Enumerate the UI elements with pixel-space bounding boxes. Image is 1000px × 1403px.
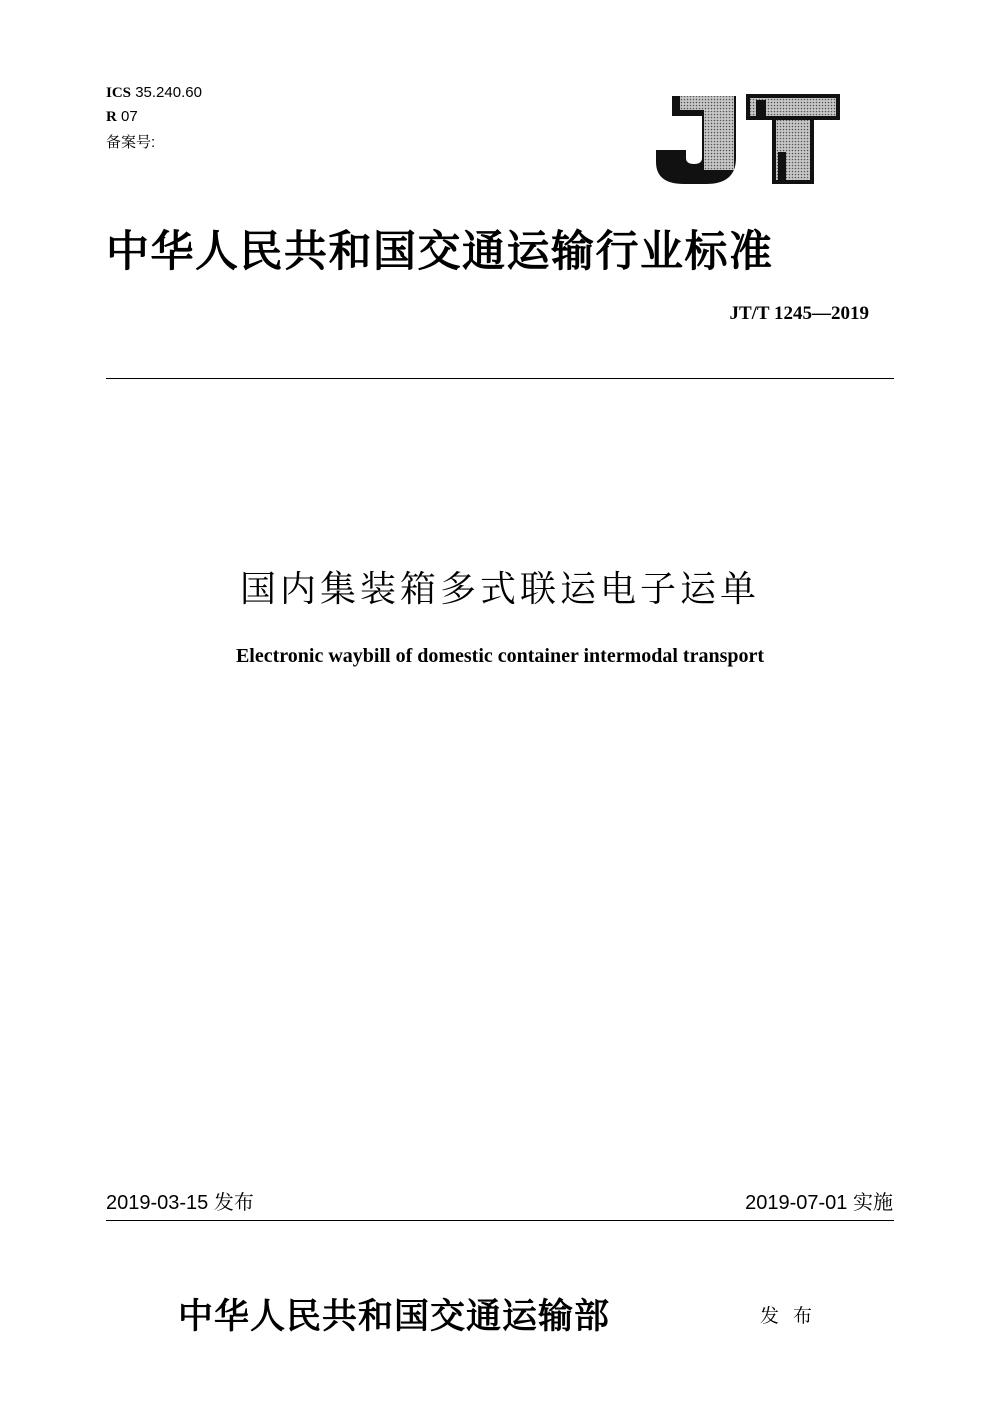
standard-category-title: 中华人民共和国交通运输行业标准 xyxy=(106,227,774,277)
ics-label: ICS xyxy=(106,85,132,101)
ccs-line xyxy=(106,108,138,126)
issuer-suffix: 发布 xyxy=(760,1305,827,1327)
footer-divider xyxy=(106,1220,894,1221)
jt-logo-svg xyxy=(650,92,842,186)
issue-date: 2019-03-15 发布 xyxy=(106,1192,254,1214)
ccs-label: R xyxy=(106,109,117,125)
document-title-zh: 国内集装箱多式联运电子运单 xyxy=(239,569,760,610)
document-title-en: Electronic waybill of domestic container intermodal transport xyxy=(235,645,765,667)
implement-date: 2019-07-01 实施 xyxy=(745,1192,893,1214)
jt-logo-icon xyxy=(650,92,842,186)
ccs-value: 07 xyxy=(121,108,138,125)
ics-value: 35.240.60 xyxy=(135,84,202,101)
standard-code: JT/T 1245—2019 xyxy=(729,303,869,324)
filing-number: 备案号: xyxy=(106,134,156,151)
header-divider xyxy=(106,378,894,379)
issuer-name: 中华人民共和国交通运输部 xyxy=(178,1296,611,1337)
ics-line xyxy=(106,84,202,102)
